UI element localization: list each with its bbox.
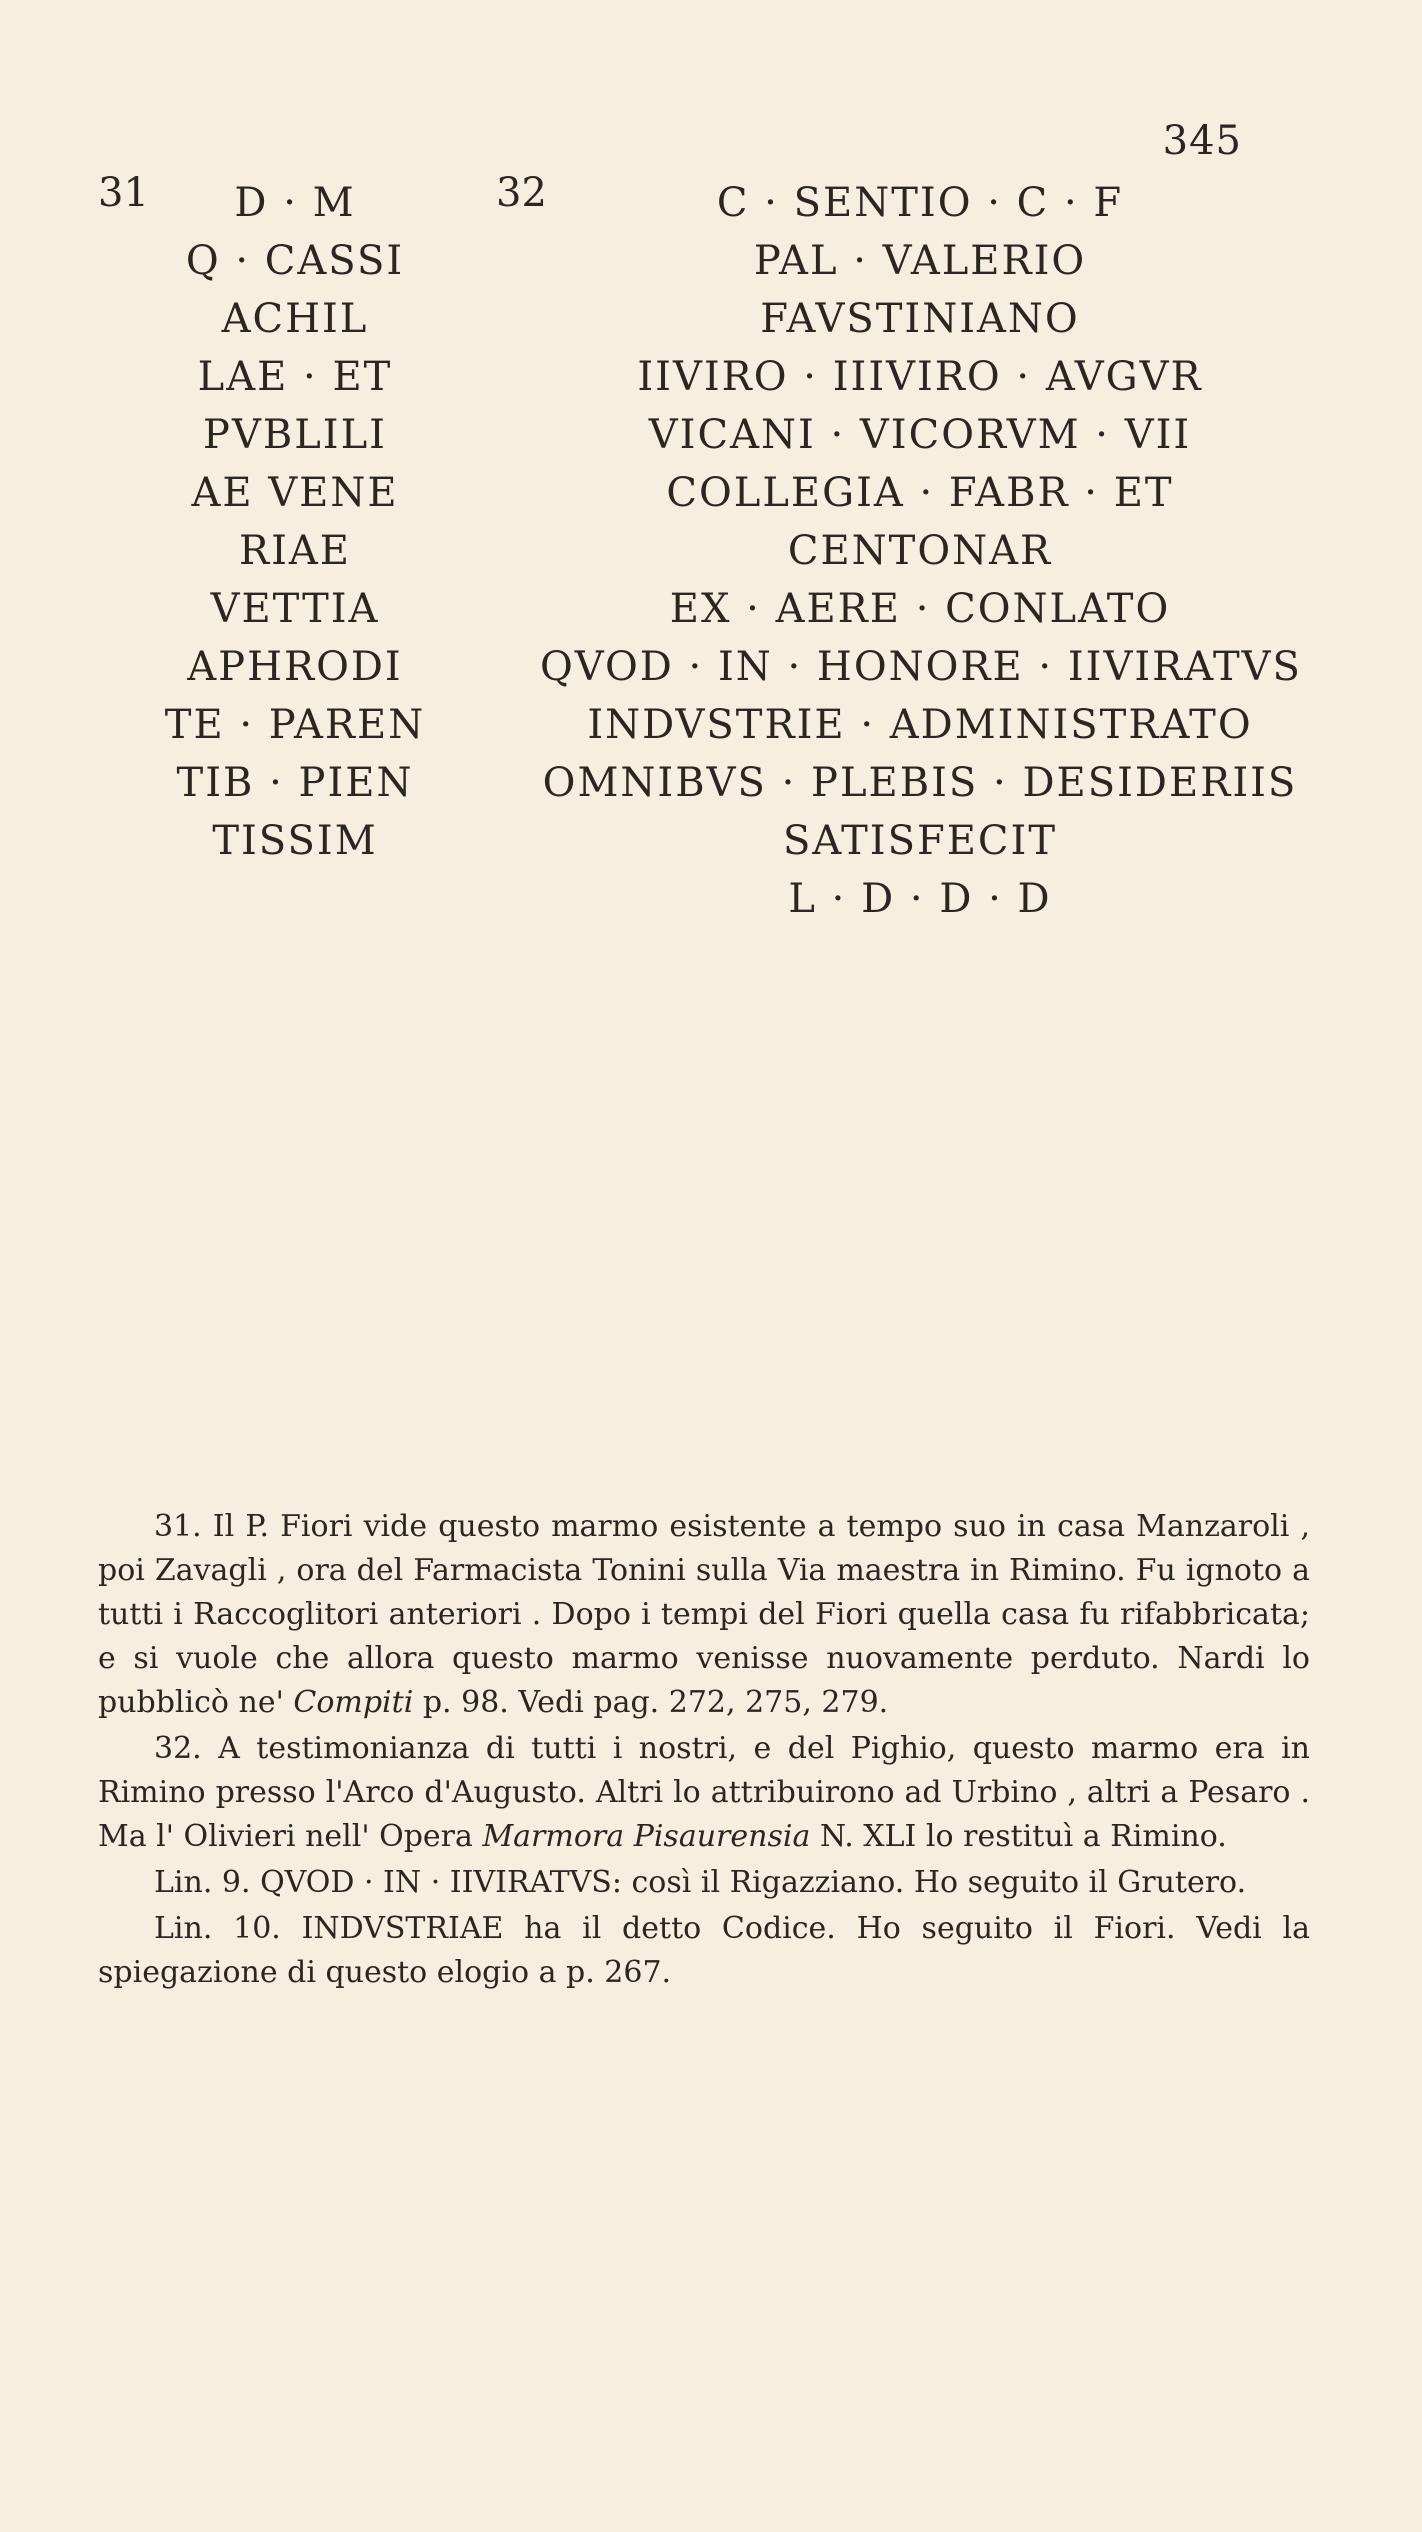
note-text: 32. A testimonianza di tutti i nostri, e del Pighio, questo marmo era in Rimino presso l'Arco d'Augusto. Altri lo attribuirono ad Urbino , altri a Pesaro . Ma l' Olivieri nell' Opera bbox=[98, 1731, 1310, 1854]
note-italic-title: Marmora Pisaurensia bbox=[482, 1819, 811, 1854]
inscription-31 bbox=[150, 174, 440, 870]
inscription-line: APHRODI bbox=[187, 644, 403, 690]
note-text: 31. Il P. Fiori vide questo marmo esistente a tempo suo in casa Manzaroli , poi Zavagli , ora del Farmacista Tonini sulla Via maestra in Rimino. Fu ignoto a tutti i Raccoglitori anteriori . Dopo i tempi del Fiori quella casa fu rifabbricata; e si vuole che allora questo marmo venisse nuovamente perduto. Nardi lo pubblicò ne' bbox=[98, 1509, 1310, 1720]
inscription-31-number: 31 bbox=[98, 170, 149, 216]
note-text: p. 98. Vedi pag. 272, 275, 279. bbox=[413, 1685, 889, 1720]
inscription-line: TE · PAREN bbox=[164, 702, 426, 748]
inscription-line: AE VENE bbox=[191, 470, 399, 516]
inscription-line: CENTONAR bbox=[787, 528, 1053, 574]
inscription-line: C · SENTIO · C · F bbox=[716, 180, 1124, 226]
inscription-line: IIVIRO · IIIVIRO · AVGVR bbox=[637, 354, 1203, 400]
commentary-notes bbox=[98, 1505, 1310, 1997]
note-32 bbox=[98, 1727, 1310, 1859]
inscription-32-number: 32 bbox=[496, 170, 547, 216]
inscription-line: EX · AERE · CONLATO bbox=[669, 586, 1171, 632]
note-text: Lin. 9. QVOD · IN · IIVIRATVS: così il Rigazziano. Ho seguito il Grutero. bbox=[154, 1865, 1247, 1900]
note-31 bbox=[98, 1505, 1310, 1725]
inscription-line: PVBLILI bbox=[203, 412, 387, 458]
note-text: Lin. 10. INDVSTRIAE ha il detto Codice. Ho seguito il Fiori. Vedi la spiegazione di questo elogio a p. 267. bbox=[98, 1911, 1310, 1990]
inscription-line: VICANI · VICORVM · VII bbox=[648, 412, 1192, 458]
inscription-line: OMNIBVS · PLEBIS · DESIDERIIS bbox=[542, 760, 1298, 806]
inscription-line: TIB · PIEN bbox=[176, 760, 414, 806]
inscription-line: LAE · ET bbox=[197, 354, 393, 400]
page-number: 345 bbox=[1162, 118, 1242, 164]
inscription-line: TISSIM bbox=[212, 818, 378, 864]
note-italic-title: Compiti bbox=[293, 1685, 414, 1720]
inscription-line: Q · CASSI bbox=[185, 238, 405, 284]
note-line-10 bbox=[98, 1907, 1310, 1995]
note-line-9 bbox=[98, 1861, 1310, 1905]
inscription-line: SATISFECIT bbox=[782, 818, 1058, 864]
inscription-line: RIAE bbox=[238, 528, 351, 574]
inscription-line: QVOD · IN · HONORE · IIVIRATVS bbox=[540, 644, 1302, 690]
inscription-line: D · M bbox=[234, 180, 356, 226]
inscription-line: INDVSTRIE · ADMINISTRATO bbox=[587, 702, 1253, 748]
inscription-32 bbox=[540, 174, 1300, 928]
inscription-line: VETTIA bbox=[210, 586, 380, 632]
inscription-line: ACHIL bbox=[221, 296, 369, 342]
inscription-line: L · D · D · D bbox=[788, 876, 1052, 922]
inscription-line: COLLEGIA · FABR · ET bbox=[666, 470, 1174, 516]
inscription-line: PAL · VALERIO bbox=[753, 238, 1087, 284]
inscription-line: FAVSTINIANO bbox=[760, 296, 1080, 342]
note-text: N. XLI lo restituì a Rimino. bbox=[810, 1819, 1227, 1854]
